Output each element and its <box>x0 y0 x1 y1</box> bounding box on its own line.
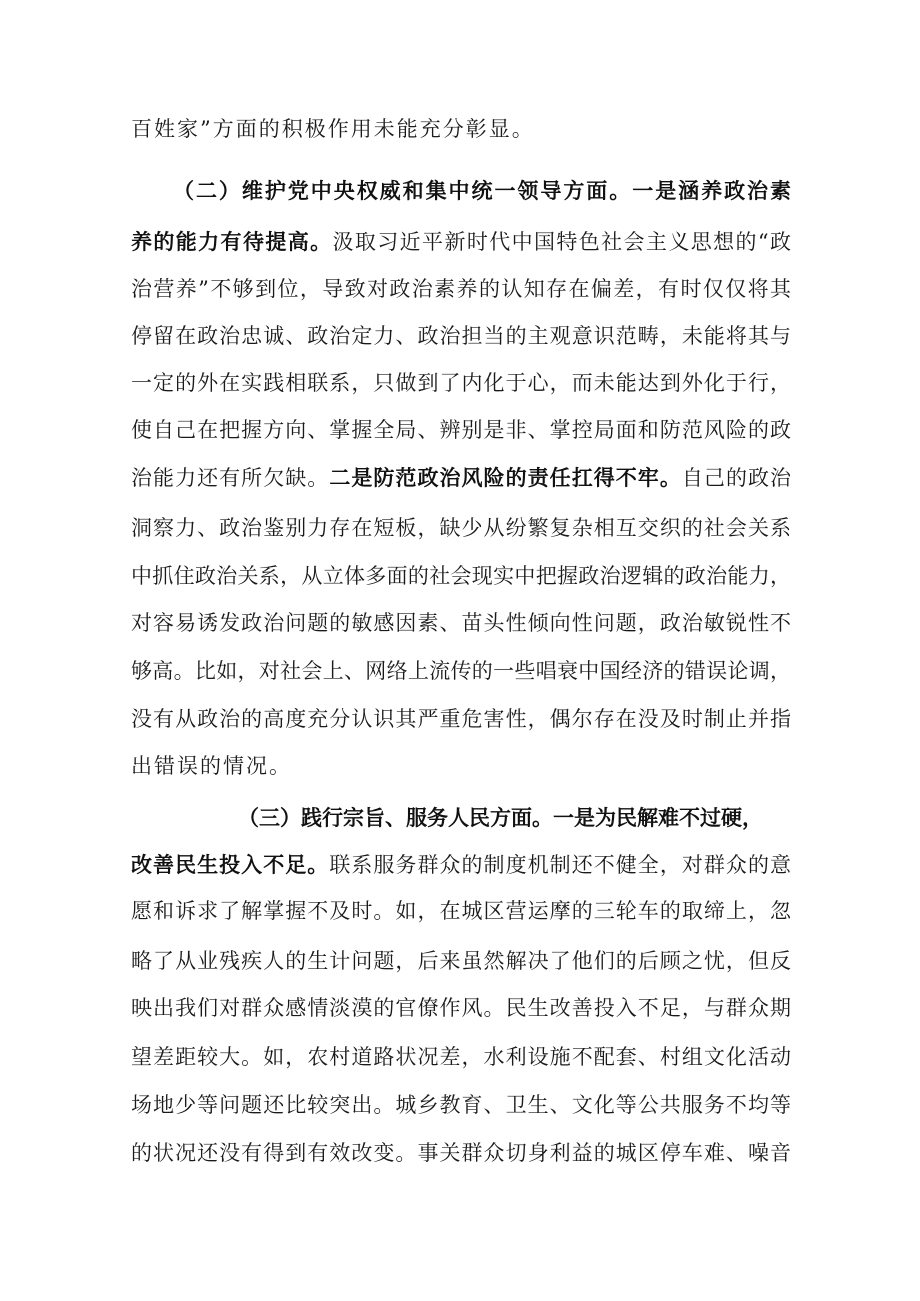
text-line <box>131 600 791 646</box>
text-run: 望差距较大。如，农村道路状况差，水利设施不配套、村组文化活动 <box>131 1045 791 1069</box>
bold-text-run: 养的能力有待提高。 <box>131 229 333 254</box>
text-line <box>131 553 791 599</box>
text-line <box>131 313 791 359</box>
text-line <box>131 266 791 312</box>
text-run: 停留在政治忠诚、政治定力、政治担当的主观意识范畴，未能将其与 <box>131 324 791 348</box>
text-run: 没有从政治的高度充分认识其严重危害性，偶尔存在没及时制止并指 <box>131 707 791 731</box>
text-line <box>131 743 791 789</box>
text-run: 治营养”不够到位，导致对政治素养的认知存在偏差，有时仅仅将其 <box>131 277 791 301</box>
text-line <box>131 1130 791 1176</box>
text-run: 场地少等问题还比较突出。城乡教育、卫生、文化等公共服务不均等 <box>131 1093 791 1117</box>
text-run: 洞察力、政治鉴别力存在短板，缺少从纷繁复杂相互交织的社会关系 <box>131 516 791 540</box>
text-line <box>131 938 791 984</box>
text-run: 出错误的情况。 <box>131 754 292 778</box>
text-line <box>131 219 791 265</box>
text-line <box>131 842 791 888</box>
text-line <box>131 360 791 406</box>
text-run: 汲取习近平新时代中国特色社会主义思想的“政 <box>332 230 792 254</box>
text-run: 使自己在把握方向、掌握全局、辨别是非、掌控局面和防范风险的政 <box>131 418 791 442</box>
text-line <box>131 505 791 551</box>
text-line <box>131 455 791 501</box>
text-run: 联系服务群众的制度机制还不健全，对群众的意 <box>329 853 792 877</box>
bold-text-run: （二）维护党中央权威和集中统一领导方面。一是涵养政治素 <box>173 178 791 203</box>
text-line <box>131 1082 791 1128</box>
text-run: 百姓家”方面的积极作用未能充分彰显。 <box>131 117 535 141</box>
text-run: 一定的外在实践相联系，只做到了内化于心，而未能达到外化于行， <box>131 371 791 395</box>
text-line <box>131 1034 791 1080</box>
text-line <box>131 648 791 694</box>
bold-text-run: （三）践行宗旨、服务人民方面。一是为民解难不过硬， <box>238 805 763 830</box>
bold-text-run: 二是防范政治风险的责任扛得不牢。 <box>329 465 682 490</box>
bold-text-run: 改善民生投入不足。 <box>131 852 330 877</box>
text-line <box>131 985 791 1031</box>
text-run: 对容易诱发政治问题的敏感因素、苗头性倾向性问题，政治敏锐性不 <box>131 611 791 635</box>
text-line <box>131 696 791 742</box>
section-heading-line <box>173 168 791 214</box>
text-run: 愿和诉求了解掌握不及时。如，在城区营运摩的三轮车的取缔上，忽 <box>131 899 791 923</box>
text-run: 略了从业残疾人的生计问题，后来虽然解决了他们的后顾之忧，但反 <box>131 949 791 973</box>
text-run: 自己的政治 <box>681 466 792 490</box>
text-line <box>131 407 791 453</box>
text-line <box>131 888 791 934</box>
text-run: 治能力还有所欠缺。 <box>131 466 330 490</box>
text-run: 映出我们对群众感情淡漠的官僚作风。民生改善投入不足，与群众期 <box>131 996 791 1020</box>
text-run: 的状况还没有得到有效改变。事关群众切身利益的城区停车难、噪音 <box>131 1141 791 1165</box>
text-line <box>131 106 791 152</box>
text-run: 够高。比如，对社会上、网络上流传的一些唱衰中国经济的错误论调， <box>131 659 791 683</box>
section-heading-line <box>238 795 763 841</box>
text-run: 中抓住政治关系，从立体多面的社会现实中把握政治逻辑的政治能力， <box>131 564 791 588</box>
